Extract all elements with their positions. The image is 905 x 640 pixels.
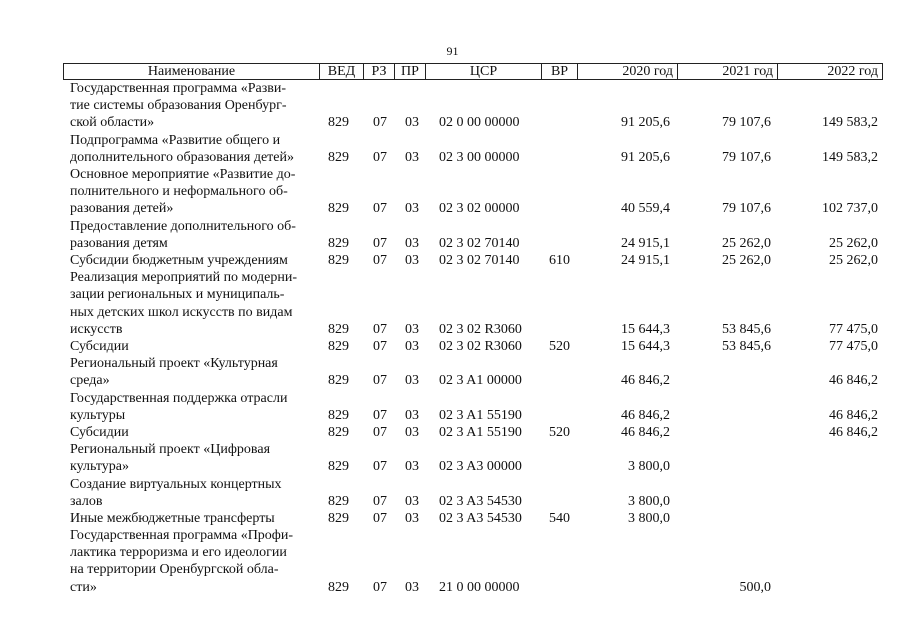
header-2022: 2022 год <box>777 64 882 79</box>
header-ved: ВЕД <box>319 64 363 79</box>
row-name-line: полнительного и неформального об- <box>70 184 288 200</box>
row-name-line: Подпрограмма «Развитие общего и <box>70 132 281 148</box>
row-name-line: Региональный проект «Цифровая <box>70 442 271 458</box>
table-row <box>63 269 883 338</box>
header-rz: РЗ <box>363 64 394 79</box>
cell-y2022: 77 475,0 <box>829 338 878 354</box>
header-vr: ВР <box>541 64 577 79</box>
cell-csr: 02 0 00 00000 <box>439 115 520 131</box>
row-name <box>70 132 330 166</box>
cell-ved: 829 <box>328 493 349 509</box>
row-name-line: искусств <box>70 321 123 337</box>
cell-ved: 829 <box>328 373 349 389</box>
row-name-line: Государственная программа «Разви- <box>70 81 286 96</box>
header-pr: ПР <box>394 64 425 79</box>
cell-y2022: 46 846,2 <box>829 407 878 423</box>
row-name <box>70 80 330 132</box>
row-name <box>70 390 330 424</box>
table-row <box>63 476 883 510</box>
cell-ved: 829 <box>328 252 349 268</box>
cell-ved: 829 <box>328 579 349 595</box>
row-name-line: Субсидии бюджетным учреждениям <box>70 252 288 268</box>
cell-rz: 07 <box>373 115 387 131</box>
cell-pr: 03 <box>405 373 419 389</box>
row-name-line: лактика терроризма и его идеологии <box>70 545 287 561</box>
table-row <box>63 390 883 424</box>
budget-table <box>63 63 883 596</box>
cell-y2020: 46 846,2 <box>621 407 670 423</box>
cell-pr: 03 <box>405 149 419 165</box>
cell-csr: 02 3 00 00000 <box>439 149 520 165</box>
cell-y2021: 53 845,6 <box>722 321 771 337</box>
cell-y2021: 25 262,0 <box>722 252 771 268</box>
cell-y2021: 79 107,6 <box>722 201 771 217</box>
header-2020: 2020 год <box>577 64 677 79</box>
row-name <box>70 527 330 596</box>
cell-y2020: 46 846,2 <box>621 424 670 440</box>
table-row <box>63 252 883 269</box>
table-body <box>63 80 883 596</box>
row-name-line: культуры <box>70 407 126 423</box>
table-row <box>63 132 883 166</box>
row-name-line: ской области» <box>70 115 155 131</box>
cell-y2021: 25 262,0 <box>722 235 771 251</box>
row-name-line: Государственная поддержка отрасли <box>70 390 288 406</box>
header-2021: 2021 год <box>677 64 777 79</box>
cell-rz: 07 <box>373 459 387 475</box>
table-row <box>63 355 883 389</box>
row-name-line: Государственная программа «Профи- <box>70 528 294 544</box>
cell-pr: 03 <box>405 493 419 509</box>
cell-rz: 07 <box>373 149 387 165</box>
table-row <box>63 424 883 441</box>
row-name-line: ных детских школ искусств по видам <box>70 304 293 320</box>
row-name-line: Реализация мероприятий по модерни- <box>70 270 298 286</box>
cell-csr: 02 3 A3 00000 <box>439 459 522 475</box>
row-name-line: тие системы образования Оренбург- <box>70 98 287 114</box>
table-row <box>63 338 883 355</box>
cell-ved: 829 <box>328 510 349 526</box>
row-name-line: дополнительного образования детей» <box>70 149 294 165</box>
cell-y2022: 25 262,0 <box>829 252 878 268</box>
table-row <box>63 80 883 132</box>
row-name-line: на территории Оренбургской обла- <box>70 562 279 578</box>
cell-y2020: 15 644,3 <box>621 321 670 337</box>
cell-pr: 03 <box>405 407 419 423</box>
cell-csr: 02 3 A1 55190 <box>439 407 522 423</box>
row-name <box>70 338 330 355</box>
header-name: Наименование <box>147 64 236 79</box>
table-row <box>63 166 883 218</box>
cell-y2022: 102 737,0 <box>822 201 878 217</box>
cell-y2022: 149 583,2 <box>822 149 878 165</box>
cell-csr: 02 3 02 70140 <box>439 235 520 251</box>
cell-y2020: 46 846,2 <box>621 373 670 389</box>
row-name-line: Региональный проект «Культурная <box>70 356 278 372</box>
cell-y2020: 3 800,0 <box>628 493 670 509</box>
header-csr: ЦСР <box>425 64 541 79</box>
cell-y2020: 24 915,1 <box>621 252 670 268</box>
table-header <box>63 63 883 80</box>
cell-y2020: 91 205,6 <box>621 149 670 165</box>
cell-pr: 03 <box>405 252 419 268</box>
row-name-line: Создание виртуальных концертных <box>70 476 282 492</box>
page-number: 91 <box>446 44 459 58</box>
cell-y2020: 3 800,0 <box>628 459 670 475</box>
cell-csr: 21 0 00 00000 <box>439 579 520 595</box>
cell-pr: 03 <box>405 321 419 337</box>
cell-rz: 07 <box>373 407 387 423</box>
cell-pr: 03 <box>405 459 419 475</box>
cell-vr: 610 <box>549 252 570 268</box>
cell-y2020: 40 559,4 <box>621 201 670 217</box>
row-name-line: Субсидии <box>70 424 129 440</box>
row-name <box>70 166 330 218</box>
cell-ved: 829 <box>328 321 349 337</box>
row-name-line: Иные межбюджетные трансферты <box>70 510 275 526</box>
cell-rz: 07 <box>373 338 387 354</box>
row-name-line: зации региональных и муниципаль- <box>70 287 285 303</box>
row-name-line: Предоставление дополнительного об- <box>70 218 296 234</box>
row-name <box>70 441 330 475</box>
cell-ved: 829 <box>328 407 349 423</box>
cell-csr: 02 3 02 R3060 <box>439 321 522 337</box>
cell-y2021: 53 845,6 <box>722 338 771 354</box>
cell-pr: 03 <box>405 338 419 354</box>
row-name <box>70 510 330 527</box>
cell-rz: 07 <box>373 235 387 251</box>
cell-y2022: 46 846,2 <box>829 373 878 389</box>
row-name-line: среда» <box>70 373 110 389</box>
cell-rz: 07 <box>373 373 387 389</box>
cell-csr: 02 3 A3 54530 <box>439 510 522 526</box>
cell-rz: 07 <box>373 510 387 526</box>
cell-y2020: 15 644,3 <box>621 338 670 354</box>
cell-pr: 03 <box>405 510 419 526</box>
cell-vr: 520 <box>549 424 570 440</box>
row-name <box>70 476 330 510</box>
cell-ved: 829 <box>328 115 349 131</box>
row-name <box>70 252 330 269</box>
row-name <box>70 424 330 441</box>
cell-rz: 07 <box>373 321 387 337</box>
cell-y2022: 46 846,2 <box>829 424 878 440</box>
cell-rz: 07 <box>373 493 387 509</box>
row-name <box>70 269 330 338</box>
table-row <box>63 218 883 252</box>
row-name-line: разования детям <box>70 235 168 251</box>
cell-ved: 829 <box>328 459 349 475</box>
cell-csr: 02 3 A3 54530 <box>439 493 522 509</box>
cell-ved: 829 <box>328 235 349 251</box>
cell-rz: 07 <box>373 201 387 217</box>
cell-pr: 03 <box>405 235 419 251</box>
cell-y2022: 149 583,2 <box>822 115 878 131</box>
row-name <box>70 355 330 389</box>
row-name-line: Основное мероприятие «Развитие до- <box>70 166 296 182</box>
cell-y2020: 91 205,6 <box>621 115 670 131</box>
cell-pr: 03 <box>405 424 419 440</box>
cell-ved: 829 <box>328 201 349 217</box>
cell-csr: 02 3 02 R3060 <box>439 338 522 354</box>
cell-y2021: 79 107,6 <box>722 149 771 165</box>
row-name-line: сти» <box>70 579 97 595</box>
cell-pr: 03 <box>405 201 419 217</box>
cell-vr: 520 <box>549 338 570 354</box>
cell-y2020: 24 915,1 <box>621 235 670 251</box>
cell-csr: 02 3 A1 00000 <box>439 373 522 389</box>
cell-rz: 07 <box>373 424 387 440</box>
cell-y2022: 77 475,0 <box>829 321 878 337</box>
cell-rz: 07 <box>373 252 387 268</box>
row-name-line: залов <box>70 493 103 509</box>
cell-csr: 02 3 02 00000 <box>439 201 520 217</box>
cell-rz: 07 <box>373 579 387 595</box>
table-row <box>63 527 883 596</box>
cell-y2021: 79 107,6 <box>722 115 771 131</box>
cell-y2021: 500,0 <box>739 579 771 595</box>
cell-vr: 540 <box>549 510 570 526</box>
cell-csr: 02 3 A1 55190 <box>439 424 522 440</box>
cell-ved: 829 <box>328 338 349 354</box>
row-name-line: культура» <box>70 459 129 475</box>
table-row <box>63 510 883 527</box>
cell-csr: 02 3 02 70140 <box>439 252 520 268</box>
row-name-line: разования детей» <box>70 201 174 217</box>
table-row <box>63 441 883 475</box>
cell-pr: 03 <box>405 115 419 131</box>
cell-ved: 829 <box>328 149 349 165</box>
cell-pr: 03 <box>405 579 419 595</box>
cell-y2020: 3 800,0 <box>628 510 670 526</box>
cell-y2022: 25 262,0 <box>829 235 878 251</box>
cell-ved: 829 <box>328 424 349 440</box>
row-name-line: Субсидии <box>70 338 129 354</box>
row-name <box>70 218 330 252</box>
